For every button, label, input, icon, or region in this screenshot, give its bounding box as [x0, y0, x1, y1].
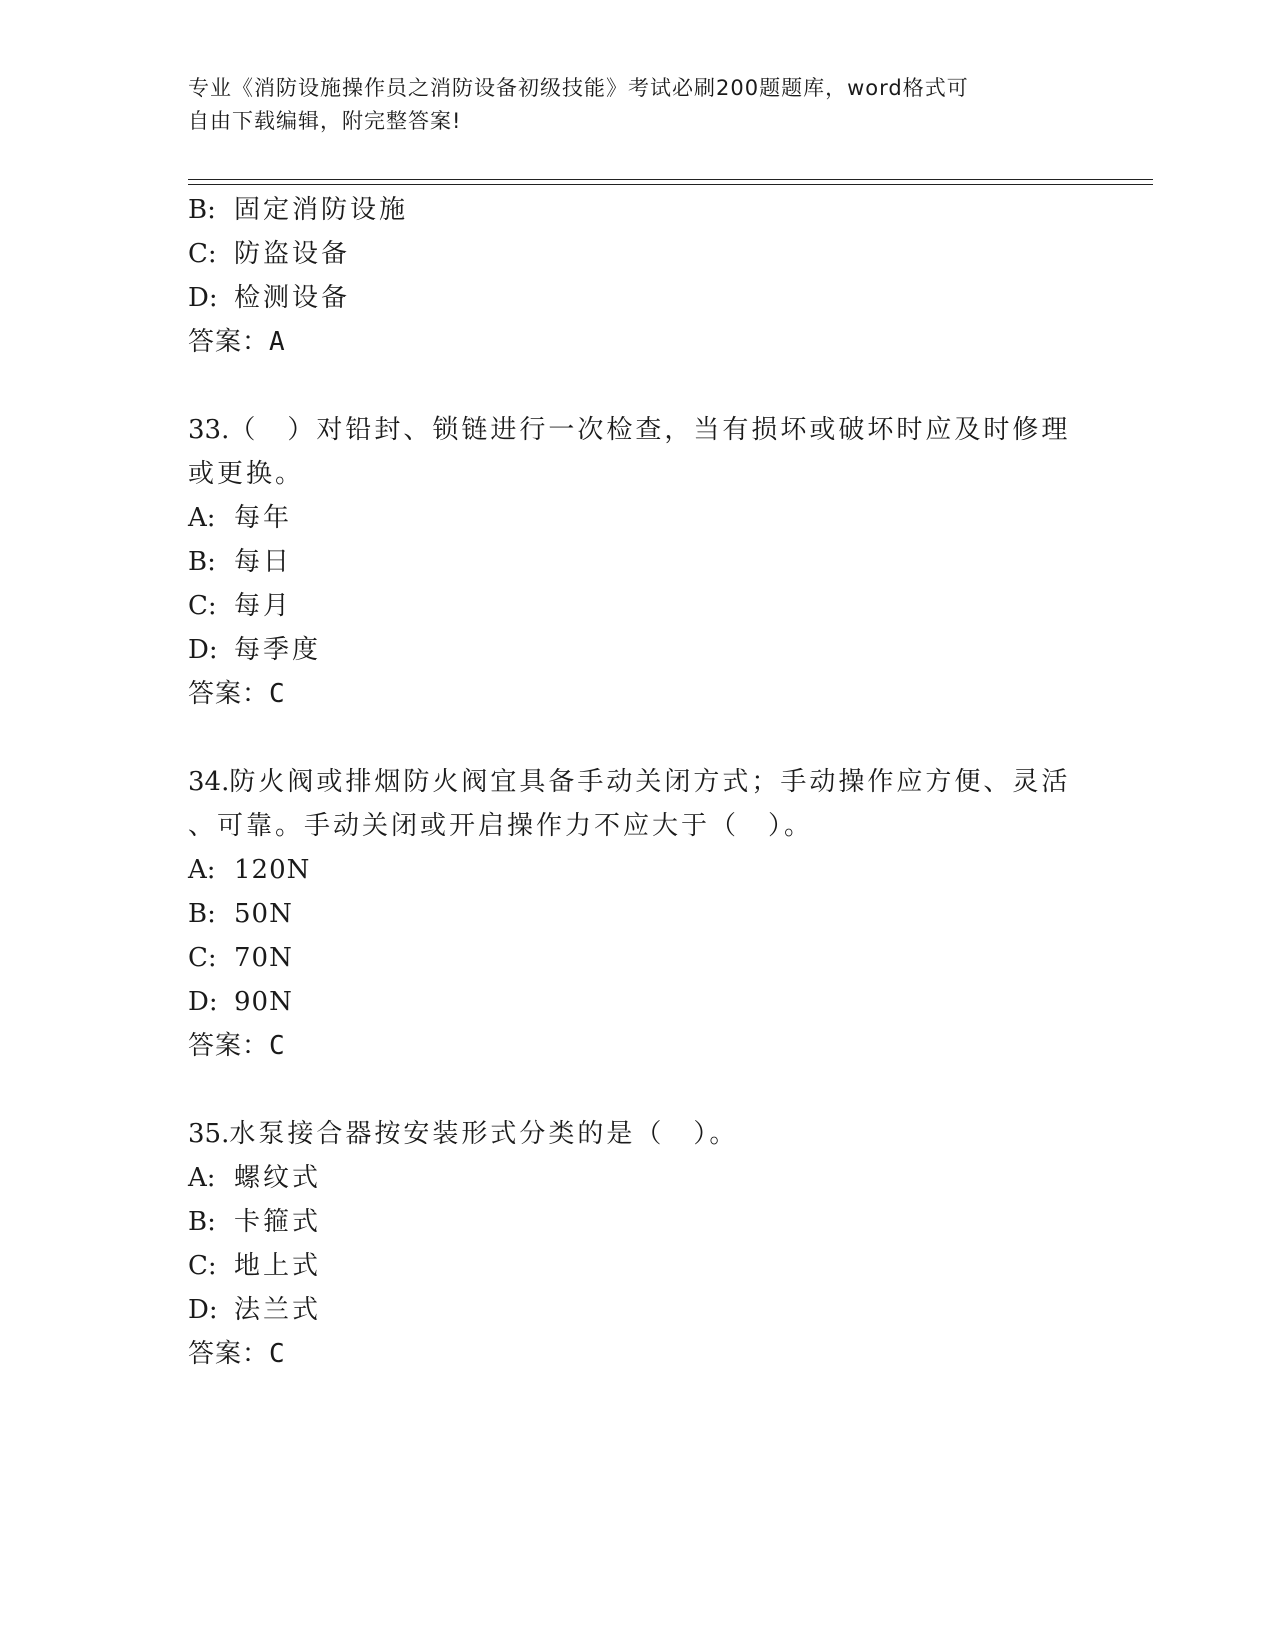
q35-option-a	[188, 1160, 1088, 1196]
option-text: 50N	[234, 899, 293, 929]
header-divider-top	[188, 179, 1153, 180]
option-label: A:	[188, 503, 216, 533]
option-label: B:	[188, 899, 216, 929]
option-label: B:	[188, 195, 216, 225]
option-text: 70N	[234, 943, 293, 973]
answer-label: 答案：	[188, 679, 270, 709]
q35-stem-line-1	[188, 1116, 1088, 1152]
option-text: 防盗设备	[234, 239, 351, 269]
option-label: D:	[188, 1295, 218, 1325]
question-text: （ ）对铅封、锁链进行一次检查，当有损坏或破坏时应及时修理	[229, 415, 1071, 445]
document-header	[188, 72, 1088, 138]
q33-stem-line-2: 或更换。	[188, 459, 305, 489]
q33-stem-line-1	[188, 412, 1088, 448]
option-text: 90N	[234, 987, 293, 1017]
q34-option-d	[188, 984, 1088, 1020]
header-divider-bottom	[188, 184, 1153, 185]
q34-option-b	[188, 896, 1088, 932]
answer-value: C	[269, 679, 286, 709]
option-label: B:	[188, 547, 216, 577]
q35-option-b	[188, 1204, 1088, 1240]
q35-option-d	[188, 1292, 1088, 1328]
question-number: 35.	[188, 1119, 230, 1149]
option-text: 检测设备	[234, 283, 351, 313]
header-line-2: 自由下载编辑，附完整答案!	[188, 109, 462, 133]
q34-option-c	[188, 940, 1088, 976]
q34-answer	[188, 1028, 1088, 1064]
option-text: 每季度	[234, 635, 322, 665]
option-label: A:	[188, 1163, 216, 1193]
prev-option-c	[188, 236, 1088, 272]
answer-value: C	[269, 1031, 286, 1061]
prev-option-b	[188, 192, 1088, 228]
option-text: 每年	[234, 503, 293, 533]
question-text: 水泵接合器按安装形式分类的是（ ）。	[229, 1119, 739, 1149]
option-text: 卡箍式	[234, 1207, 322, 1237]
option-text: 地上式	[234, 1251, 322, 1281]
header-line-1: 专业《消防设施操作员之消防设备初级技能》考试必刷200题题库，word格式可	[188, 76, 969, 100]
prev-answer	[188, 324, 1088, 360]
q35-answer	[188, 1336, 1088, 1372]
answer-value: A	[269, 327, 286, 357]
answer-label: 答案：	[188, 1339, 270, 1369]
q34-stem-line-1	[188, 764, 1088, 800]
option-text: 每日	[234, 547, 293, 577]
option-label: C:	[188, 591, 217, 621]
option-label: A:	[188, 855, 216, 885]
q33-option-b	[188, 544, 1088, 580]
prev-option-d	[188, 280, 1088, 316]
option-label: D:	[188, 635, 218, 665]
q33-option-c	[188, 588, 1088, 624]
q33-answer	[188, 676, 1088, 712]
q33-option-d	[188, 632, 1088, 668]
q35-option-c	[188, 1248, 1088, 1284]
option-text: 螺纹式	[234, 1163, 322, 1193]
question-number: 34.	[188, 767, 230, 797]
option-label: C:	[188, 943, 217, 973]
option-label: C:	[188, 1251, 217, 1281]
q34-stem-line-2: 、可靠。手动关闭或开启操作力不应大于（ ）。	[188, 811, 814, 841]
option-label: D:	[188, 283, 218, 313]
option-label: B:	[188, 1207, 216, 1237]
question-text: 防火阀或排烟防火阀宜具备手动关闭方式；手动操作应方便、灵活	[229, 767, 1071, 797]
option-text: 120N	[234, 855, 311, 885]
answer-value: C	[269, 1339, 286, 1369]
question-number: 33.	[188, 415, 230, 445]
option-label: D:	[188, 987, 218, 1017]
option-text: 固定消防设施	[234, 195, 409, 225]
q34-option-a	[188, 852, 1088, 888]
option-label: C:	[188, 239, 217, 269]
option-text: 法兰式	[234, 1295, 322, 1325]
answer-label: 答案：	[188, 327, 270, 357]
answer-label: 答案：	[188, 1031, 270, 1061]
q33-option-a	[188, 500, 1088, 536]
option-text: 每月	[234, 591, 293, 621]
